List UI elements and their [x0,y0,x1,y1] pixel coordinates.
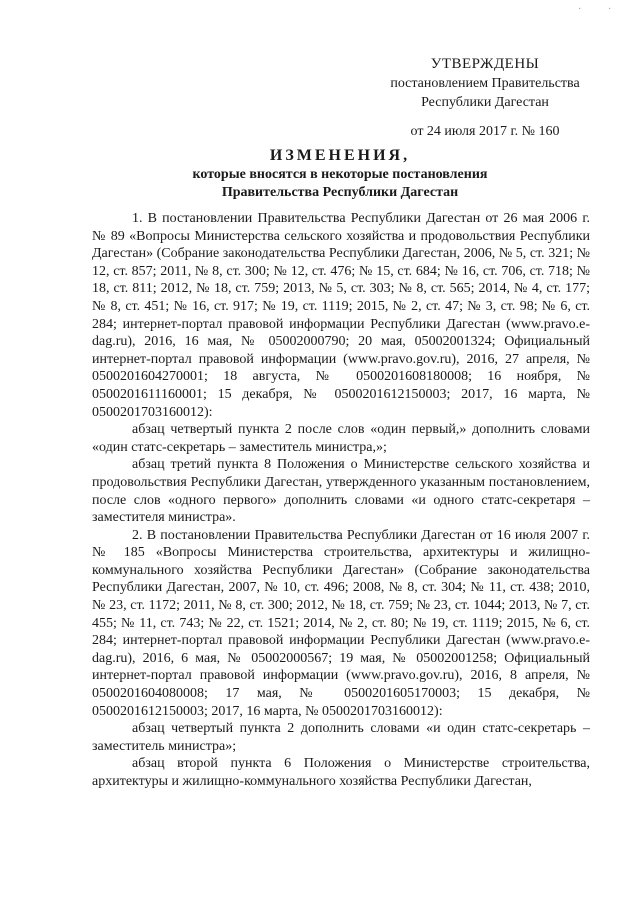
approved-line-1: постановлением Правительства [390,76,580,91]
scan-mark: · [578,4,582,15]
scan-mark: · [608,4,612,15]
paragraph: абзац второй пункта 6 Положения о Министерстве строительства, архитектуры и жилищно-коммунального хозяйства Республики Дагестан, [92,756,590,789]
approved-heading: УТВЕРЖДЕНЫ [430,56,540,72]
title-sub-2: Правительства Республики Дагестан [221,185,459,200]
approved-line-2: Республики Дагестан [421,95,549,110]
paragraph: абзац третий пункта 8 Положения о Министерстве сельского хозяйства и продовольствия Республики Дагестан, утвержденного указанным постановлением, после слов «одного первого» дополнить словами «и одного статс-секретаря – заместителя министра». [92,457,590,526]
paragraph: 1. В постановлении Правительства Республики Дагестан от 26 мая 2006 г. № 89 «Вопросы Министерства сельского хозяйства и продовольствия Республики Дагестан» (Собрание законодательства Республики Дагестан, 2006, № 5, ст. 321; № 12, ст. 857; 2011, № 8, ст. 300; № 12, ст. 476; № 15, ст. 684; № 16, ст. 706, ст. 718; № 18, ст. 811; 2012, № 18, ст. 759; 2013, № 5, ст. 303; № 8, ст. 565; 2014, № 4, ст. 177; № 8, ст. 451; № 16, ст. 917; № 19, ст. 1119; 2015, № 2, ст. 47; № 3, ст. 98; № 6, ст. 284; интернет-портал правовой информации Республики Дагестан (www.pravo.e-dag.ru), 2016, 16 мая, № 05002000790; 20 мая, 05002001324; Официальный интернет-портал правовой информации (www.pravo.gov.ru), 2016, 27 апреля, № 0500201604270001; 18 августа, № 0500201608180008; 16 ноября, № 0500201611160001; 15 декабря, № 0500201612150003; 2017, 16 марта, № 0500201703160012): [92,211,590,420]
title-sub-1: которые вносятся в некоторые постановления [192,167,488,182]
title-main: ИЗМЕНЕНИЯ, [269,147,411,164]
document-title [90,146,590,202]
approval-block [380,55,590,141]
paragraph: абзац четвертый пункта 2 дополнить словами «и один статс-секретарь – заместитель министра»; [92,721,590,754]
paragraph: абзац четвертый пункта 2 после слов «один первый,» дополнить словами «один статс-секретарь – заместитель министра,»; [92,422,590,455]
approval-date: от 24 июля 2017 г. № 160 [410,124,560,139]
paragraph: 2. В постановлении Правительства Республики Дагестан от 16 июля 2007 г. № 185 «Вопросы Министерства строительства, архитектуры и жилищно-коммунального хозяйства Республики Дагестан» (Собрание законодательства Республики Дагестан, 2007, № 10, ст. 496; 2008, № 8, ст. 304; № 11, ст. 438; 2010, № 23, ст. 1172; 2011, № 8, ст. 300; 2012, № 18, ст. 759; № 23, ст. 1044; 2013, № 7, ст. 455; № 11, ст. 743; № 22, ст. 1521; 2014, № 2, ст. 80; № 19, ст. 1119; 2015, № 6, ст. 284; интернет-портал правовой информации Республики Дагестан (www.pravo.e-dag.ru), 2016, 6 мая, № 05002000567; 19 мая, № 05002001258; Официальный интернет-портал правовой информации (www.pravo.gov.ru), 2016, 8 апреля, № 0500201604080008; 17 мая, № 0500201605170003; 15 декабря, № 0500201612150003; 2017, 16 марта, № 0500201703160012): [92,527,590,719]
document-body [92,210,590,791]
